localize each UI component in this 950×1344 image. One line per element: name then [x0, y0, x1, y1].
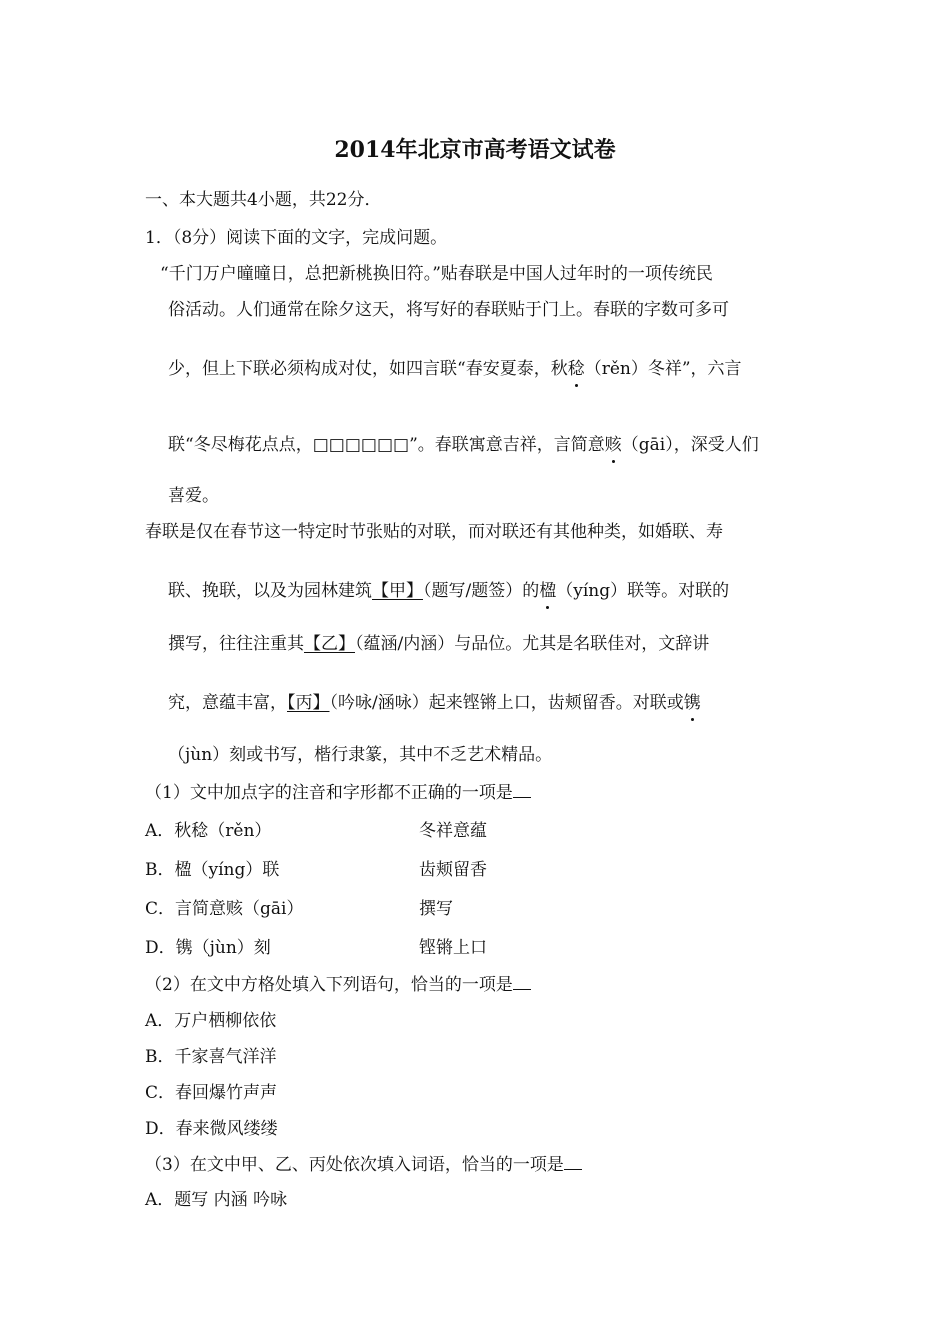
passage-line-2: 俗活动。人们通常在除夕这天，将写好的春联贴于门上。春联的字数可多可: [168, 300, 729, 320]
dotted-character: 赅: [604, 435, 622, 455]
passage-line-1: “千门万户曈曈日，总把新桃换旧符。”贴春联是中国人过年时的一项传统民: [160, 264, 713, 284]
passage-line-10: （jùn）刻或书写，楷行隶篆，其中不乏艺术精品。: [168, 745, 553, 765]
question-number: 1．: [145, 228, 173, 248]
option-label: C．言简意赅（gāi）: [145, 899, 304, 919]
blank-bing: 【丙】: [287, 693, 330, 713]
subquestion-3-stem: [145, 1154, 582, 1176]
passage-text: （吟咏/涵咏）起来铿锵上口，齿颊留香。对联或: [329, 693, 684, 713]
answer-blank: [564, 1155, 582, 1170]
blank-yi: 【乙】: [304, 634, 355, 654]
blank-jia: 【甲】: [372, 581, 423, 601]
passage-line-9: [168, 692, 701, 714]
option-row: [145, 859, 279, 881]
option-row: [145, 898, 303, 920]
option-label: A．秋稔（rěn）: [145, 821, 272, 841]
option-label: D．镌（jùn）刻: [145, 938, 271, 958]
option-b: B．千家喜气洋洋: [145, 1047, 277, 1067]
passage-line-5: 喜爱。: [168, 486, 219, 506]
question-1-header: [145, 227, 447, 249]
dotted-character: 稔: [567, 359, 585, 379]
subquestion-text: （1）文中加点字的注音和字形都不正确的一项是: [145, 783, 513, 803]
option-a: A．题写 内涵 吟咏: [145, 1190, 288, 1210]
passage-line-3: [168, 358, 742, 380]
subquestion-text: （3）在文中甲、乙、丙处依次填入词语，恰当的一项是: [145, 1155, 564, 1175]
option-label: B．楹（yíng）联: [145, 860, 280, 880]
option-row: [145, 937, 271, 959]
answer-blank: [513, 783, 531, 798]
passage-text: 联、挽联，以及为园林建筑: [168, 581, 372, 601]
question-stem: （8分）阅读下面的文字，完成问题。: [172, 228, 448, 248]
passage-text: 联“冬尽梅花点点，□□□□□□”。春联寓意吉祥，言简意: [168, 435, 605, 455]
section-heading: 一、本大题共4小题，共22分．: [145, 190, 382, 210]
option-row: [145, 820, 271, 842]
dotted-character: 楹: [539, 581, 557, 601]
dotted-character: 镌: [683, 693, 701, 713]
answer-blank: [513, 975, 531, 990]
passage-line-6: 春联是仅在春节这一特定时节张贴的对联，而对联还有其他种类，如婚联、寿: [145, 522, 723, 542]
option-a: A．万户栖柳依依: [145, 1011, 277, 1031]
passage-text: （yíng）联等。对联的: [556, 581, 730, 601]
subquestion-2-stem: [145, 974, 531, 996]
passage-text: （题写/题签）的: [423, 581, 540, 601]
passage-text: 少，但上下联必须构成对仗，如四言联“春安夏泰，秋: [168, 359, 568, 379]
subquestion-text: （2）在文中方格处填入下列语句，恰当的一项是: [145, 975, 513, 995]
option-right: 撰写: [419, 899, 453, 919]
passage-line-8: [168, 633, 709, 655]
passage-text: （rěn）冬祥”，六言: [584, 359, 742, 379]
option-right: 铿锵上口: [419, 938, 487, 958]
passage-text: 究，意蕴丰富，: [168, 693, 287, 713]
passage-line-4: [168, 434, 759, 456]
page-title: 2014年北京市高考语文试卷: [334, 137, 616, 163]
passage-line-7: [168, 580, 729, 602]
subquestion-1-stem: [145, 782, 531, 804]
passage-text: 撰写，往往注重其: [168, 634, 304, 654]
option-right: 冬祥意蕴: [419, 821, 487, 841]
option-right: 齿颊留香: [419, 860, 487, 880]
passage-text: （蕴涵/内涵）与品位。尤其是名联佳对，文辞讲: [355, 634, 710, 654]
option-d: D．春来微风缕缕: [145, 1119, 278, 1139]
passage-text: （gāi），深受人们: [621, 435, 759, 455]
option-c: C．春回爆竹声声: [145, 1083, 278, 1103]
